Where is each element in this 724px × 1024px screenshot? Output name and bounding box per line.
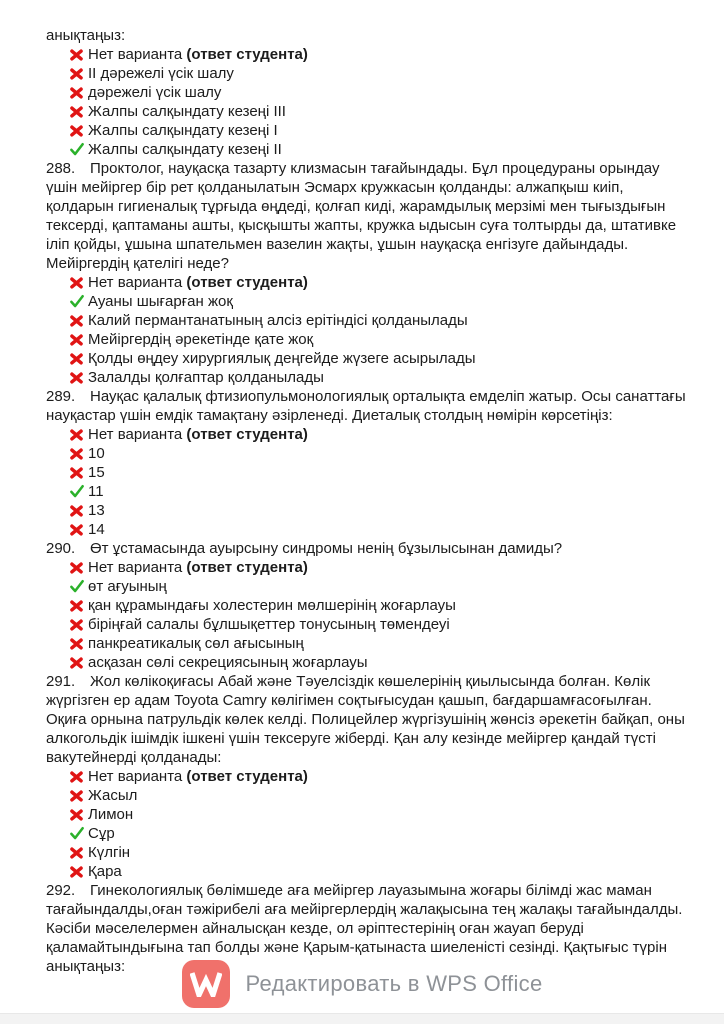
questions-list <box>46 159 688 976</box>
answer-option-text: өт ағуының <box>88 578 167 595</box>
x-icon <box>68 634 85 653</box>
x-icon <box>68 520 85 539</box>
check-icon <box>68 482 85 501</box>
answer-option-correct <box>46 824 688 843</box>
question-number: 288. <box>46 160 76 177</box>
answer-option-text: 15 <box>88 464 105 481</box>
x-icon <box>68 463 85 482</box>
answer-option-text: Күлгін <box>88 844 131 861</box>
answer-option-correct <box>46 140 688 159</box>
answer-option-wrong <box>46 786 688 805</box>
question-number: 292. <box>46 882 76 899</box>
answer-option-text: 10 <box>88 445 105 462</box>
x-icon <box>68 615 85 634</box>
question-text <box>46 672 688 767</box>
answer-option-text: Нет варианта (ответ студента) <box>88 426 308 443</box>
answer-option-wrong <box>46 83 688 102</box>
answer-option-wrong <box>46 653 688 672</box>
answer-option-wrong <box>46 368 688 387</box>
answer-option-wrong <box>46 501 688 520</box>
answer-option-text: Нет варианта (ответ студента) <box>88 274 308 291</box>
answer-option-wrong <box>46 273 688 292</box>
answer-option-text: Жалпы салқындату кезеңі II <box>88 141 282 158</box>
answer-option-wrong <box>46 862 688 881</box>
x-icon <box>68 596 85 615</box>
answer-option-text: асқазан сөлі секрециясының жоғарлауы <box>88 654 368 671</box>
answer-option-wrong <box>46 843 688 862</box>
x-icon <box>68 653 85 672</box>
answer-option-wrong <box>46 463 688 482</box>
answer-option-wrong <box>46 444 688 463</box>
answer-option-text: Жалпы салқындату кезеңі I <box>88 122 278 139</box>
x-icon <box>68 558 85 577</box>
x-icon <box>68 444 85 463</box>
question-body-text: Жол көлікоқиғасы Абай және Тәуелсіздік көшелерінің қиылысында болған. Көлік жүргізген ер адам Toyota Camry көлігімен соқтығысудан қашып, бағдаршамғасоғылған. Оқиға орнына патрульдік көлек келді. Полицейлер жүргізушінің жөнсіз әрекетін байқап, оны алкогольдік ішімдік ішкені үшін тексеруге жіберді. Қан алу кезінде мейіргер қандай түсті вакутейнерді қолданады: <box>46 673 685 766</box>
answer-option-text: 11 <box>88 483 104 500</box>
question-text <box>46 539 688 558</box>
answer-option-text: Мейіргердің әрекетінде қате жоқ <box>88 331 314 348</box>
check-icon <box>68 824 85 843</box>
answer-option-text: II дәрежелі үсік шалу <box>88 65 234 82</box>
answer-option-wrong <box>46 615 688 634</box>
answer-option-text: 13 <box>88 502 105 519</box>
question-number: 291. <box>46 673 76 690</box>
x-icon <box>68 501 85 520</box>
question-text <box>46 387 688 425</box>
answer-option-text: Калий пермантанатының алсіз ерітіндісі қолданылады <box>88 312 468 329</box>
answer-option-text: Жалпы салқындату кезеңі III <box>88 103 286 120</box>
x-icon <box>68 368 85 387</box>
check-icon <box>68 577 85 596</box>
question-body-text: Проктолог, науқасқа тазарту клизмасын тағайындады. Бұл процедураны орындау үшін мейіргер бір рет қолданылатын Эсмарх кружкасын қолданды: алжапқыш киіп, қолдарын гигиеналық тұрғыда өңдеді, қолғап киді, жарамдылық мерзімі мен тығыздығын тексерді, қаптаманы ашты, қысқышты жапты, кружка ыдысын суға толтырды да, штативке іліп қойды, ұшына шпательмен вазелин жақты, ұшын науқасқа енгізуге дайындады. Мейіргердің қателігі неде? <box>46 160 677 272</box>
question-text <box>46 159 688 273</box>
answer-option-text: дәрежелі үсік шалу <box>88 84 222 101</box>
answer-option-text: Лимон <box>88 806 134 823</box>
answer-option-correct <box>46 292 688 311</box>
answer-option-correct <box>46 482 688 501</box>
answer-option-text: біріңғай салалы бұлшықеттер тонусының төмендеуі <box>88 616 450 633</box>
answer-option-wrong <box>46 425 688 444</box>
x-icon <box>68 273 85 292</box>
answer-option-text: Ауаны шығарған жоқ <box>88 293 233 310</box>
question-tail-text: анықтаңыз: <box>46 27 126 44</box>
answer-option-wrong <box>46 102 688 121</box>
page-bottom-strip <box>0 1013 724 1024</box>
answer-option-text: қан құрамындағы холестерин мөлшерінің жоғарлауы <box>88 597 456 614</box>
answer-option-wrong <box>46 596 688 615</box>
x-icon <box>68 767 85 786</box>
answer-option-wrong <box>46 805 688 824</box>
answer-option-text: Қолды өңдеу хирургиялық деңгейде жүзеге асырылады <box>88 350 476 367</box>
answer-option-correct <box>46 577 688 596</box>
x-icon <box>68 349 85 368</box>
wps-office-logo-icon <box>182 960 230 1008</box>
answer-option-text: Нет варианта (ответ студента) <box>88 559 308 576</box>
answer-option-wrong <box>46 767 688 786</box>
answer-option-wrong <box>46 520 688 539</box>
question-body-text: Өт ұстамасында ауырсыну синдромы ненің бұзылысынан дамиды? <box>90 540 563 557</box>
x-icon <box>68 83 85 102</box>
answer-option-wrong <box>46 121 688 140</box>
wps-edit-button-label: Редактировать в WPS Office <box>245 971 543 996</box>
question-number: 290. <box>46 540 76 557</box>
answer-option-text: Нет варианта (ответ студента) <box>88 46 308 63</box>
x-icon <box>68 425 85 444</box>
x-icon <box>68 786 85 805</box>
answer-option-text: 14 <box>88 521 105 538</box>
x-icon <box>68 102 85 121</box>
question-body-text: Гинекологиялық бөлімшеде аға мейіргер лауазымына жоғары білімді жас маман тағайындалды,оған тәжірибелі аға мейіргерлердің жалақысына тең жалақы тағайындалды. Кәсіби мәселелермен айналысқан кезде, ол әріптестерінің оған жауап беруді қаламайтындығына тап болды және Қарым-қатынаста шиеленісті сезінді. Қақтығыс түрін анықтаңыз: <box>46 882 683 975</box>
answer-option-wrong <box>46 634 688 653</box>
answer-option-text: Сұр <box>88 825 115 842</box>
intro-options <box>46 45 688 159</box>
x-icon <box>68 121 85 140</box>
answer-option-text: Жасыл <box>88 787 138 804</box>
answer-option-text: панкреатикалық сөл ағысының <box>88 635 304 652</box>
answer-option-wrong <box>46 558 688 577</box>
x-icon <box>68 311 85 330</box>
x-icon <box>68 64 85 83</box>
answer-option-wrong <box>46 45 688 64</box>
x-icon <box>68 805 85 824</box>
answer-option-wrong <box>46 64 688 83</box>
x-icon <box>68 45 85 64</box>
answer-option-text: Залалды қолғаптар қолданылады <box>88 369 324 386</box>
answer-option-text: Қара <box>88 863 122 880</box>
question-number: 289. <box>46 388 76 405</box>
x-icon <box>68 862 85 881</box>
check-icon <box>68 140 85 159</box>
x-icon <box>68 330 85 349</box>
answer-option-text: Нет варианта (ответ студента) <box>88 768 308 785</box>
check-icon <box>68 292 85 311</box>
question-body-text: Науқас қалалық фтизиопульмонологиялық орталықта емделіп жатыр. Осы санаттағы науқастар үшін емдік тамақтану әзірленеді. Диеталық столдың нөмірін көрсетіңіз: <box>46 388 686 424</box>
answer-option-wrong <box>46 349 688 368</box>
wps-edit-button[interactable] <box>0 958 724 1010</box>
answer-option-wrong <box>46 330 688 349</box>
answer-option-wrong <box>46 311 688 330</box>
x-icon <box>68 843 85 862</box>
